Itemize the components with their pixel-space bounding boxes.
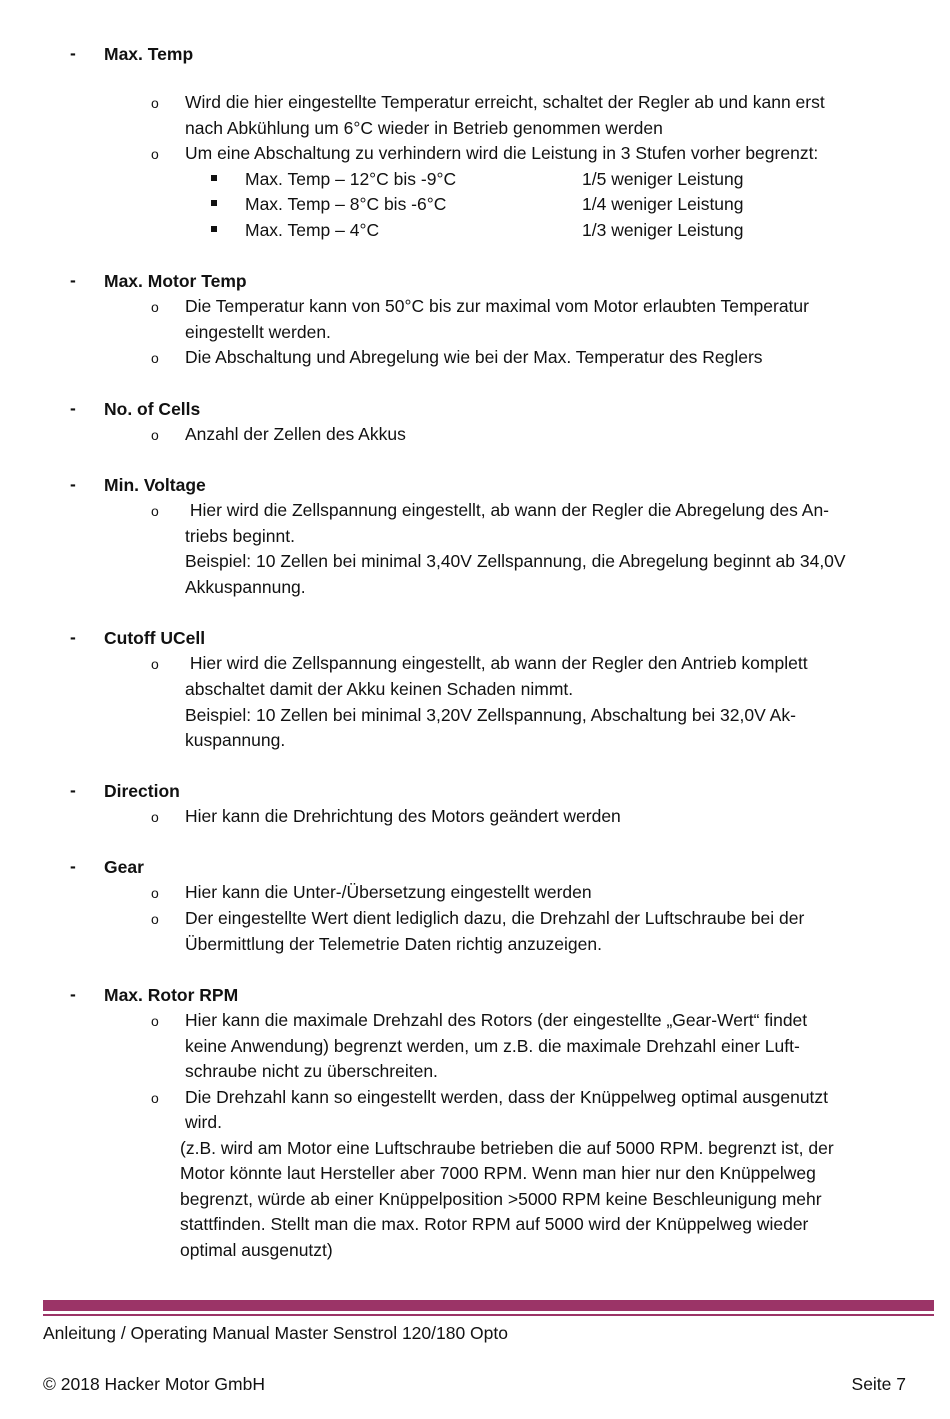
bullet-text: Hier kann die Unter-/Übersetzung eingestellt werden xyxy=(185,882,592,902)
note-text: stattfinden. Stellt man die max. Rotor RPM auf 5000 wird der Knüppelweg wieder xyxy=(180,1214,809,1234)
note-text: (z.B. wird am Motor eine Luftschraube betrieben die auf 5000 RPM. begrenzt ist, der xyxy=(180,1138,834,1158)
bullet-circle: o xyxy=(151,503,159,519)
footer-accent-bar xyxy=(43,1300,934,1311)
bullet-circle: o xyxy=(151,350,159,366)
bullet-circle: o xyxy=(151,656,159,672)
step-condition: Max. Temp – 4°C xyxy=(245,220,380,240)
bullet-text: nach Abkühlung um 6°C wieder in Betrieb genommen werden xyxy=(185,118,663,138)
bullet-text: Hier wird die Zellspannung eingestellt, ab wann der Regler den Antrieb komplett xyxy=(185,653,808,673)
bullet-text: triebs beginnt. xyxy=(185,526,295,546)
bullet-circle: o xyxy=(151,809,159,825)
bullet-text: Die Temperatur kann von 50°C bis zur maximal vom Motor erlaubten Temperatur xyxy=(185,296,809,316)
section-dash: - xyxy=(70,270,76,290)
bullet-text: Übermittlung der Telemetrie Daten richtig anzuzeigen. xyxy=(185,934,602,954)
bullet-text: Beispiel: 10 Zellen bei minimal 3,20V Zellspannung, Abschaltung bei 32,0V Ak- xyxy=(185,705,796,725)
bullet-circle: o xyxy=(151,299,159,315)
bullet-circle: o xyxy=(151,95,159,111)
step-effect: 1/3 weniger Leistung xyxy=(582,220,744,240)
note-text: optimal ausgenutzt) xyxy=(180,1240,333,1260)
footer-accent-line xyxy=(43,1314,934,1316)
section-dash: - xyxy=(70,780,76,800)
bullet-circle: o xyxy=(151,1090,159,1106)
bullet-text: Die Abschaltung und Abregelung wie bei der Max. Temperatur des Reglers xyxy=(185,347,763,367)
section-dash: - xyxy=(70,474,76,494)
footer-manual-title: Anleitung / Operating Manual Master Senstrol 120/180 Opto xyxy=(43,1323,508,1343)
section-heading-no-of-cells: No. of Cells xyxy=(104,399,201,419)
step-effect: 1/4 weniger Leistung xyxy=(582,194,744,214)
section-heading-direction: Direction xyxy=(104,781,180,801)
bullet-text: schraube nicht zu überschreiten. xyxy=(185,1061,438,1081)
bullet-text: abschaltet damit der Akku keinen Schaden nimmt. xyxy=(185,679,574,699)
section-dash: - xyxy=(70,398,76,418)
square-bullet xyxy=(211,226,217,232)
step-condition: Max. Temp – 12°C bis -9°C xyxy=(245,169,457,189)
bullet-circle: o xyxy=(151,146,159,162)
bullet-text: Wird die hier eingestellte Temperatur erreicht, schaltet der Regler ab und kann erst xyxy=(185,92,825,112)
bullet-text: keine Anwendung) begrenzt werden, um z.B. die maximale Drehzahl einer Luft- xyxy=(185,1036,800,1056)
bullet-text: Beispiel: 10 Zellen bei minimal 3,40V Zellspannung, die Abregelung beginnt ab 34,0V xyxy=(185,551,846,571)
step-condition: Max. Temp – 8°C bis -6°C xyxy=(245,194,447,214)
step-effect: 1/5 weniger Leistung xyxy=(582,169,744,189)
section-heading-cutoff-ucell: Cutoff UCell xyxy=(104,628,206,648)
bullet-text: Hier kann die maximale Drehzahl des Rotors (der eingestellte „Gear-Wert“ findet xyxy=(185,1010,808,1030)
section-heading-max-rotor-rpm: Max. Rotor RPM xyxy=(104,985,239,1005)
bullet-text: Um eine Abschaltung zu verhindern wird die Leistung in 3 Stufen vorher begrenzt: xyxy=(185,143,819,163)
section-dash: - xyxy=(70,856,76,876)
bullet-circle: o xyxy=(151,1013,159,1029)
square-bullet xyxy=(211,175,217,181)
section-heading-max-temp: Max. Temp xyxy=(104,44,194,64)
square-bullet xyxy=(211,200,217,206)
bullet-text: wird. xyxy=(185,1112,222,1132)
bullet-text: Hier kann die Drehrichtung des Motors geändert werden xyxy=(185,806,621,826)
section-dash: - xyxy=(70,984,76,1004)
section-heading-max-motor-temp: Max. Motor Temp xyxy=(104,271,247,291)
bullet-circle: o xyxy=(151,911,159,927)
section-heading-gear: Gear xyxy=(104,857,144,877)
bullet-circle: o xyxy=(151,885,159,901)
bullet-text: Die Drehzahl kann so eingestellt werden, dass der Knüppelweg optimal ausgenutzt xyxy=(185,1087,829,1107)
section-heading-min-voltage: Min. Voltage xyxy=(104,475,206,495)
note-text: Motor könnte laut Hersteller aber 7000 RPM. Wenn man hier nur den Knüppelweg xyxy=(180,1163,816,1183)
bullet-text: kuspannung. xyxy=(185,730,286,750)
footer-page-number: Seite 7 xyxy=(851,1374,906,1394)
note-text: begrenzt, würde ab einer Knüppelposition >5000 RPM keine Beschleunigung mehr xyxy=(180,1189,822,1209)
section-dash: - xyxy=(70,627,76,647)
footer-copyright: © 2018 Hacker Motor GmbH xyxy=(43,1374,265,1394)
bullet-circle: o xyxy=(151,427,159,443)
bullet-text: Anzahl der Zellen des Akkus xyxy=(185,424,406,444)
bullet-text: Hier wird die Zellspannung eingestellt, ab wann der Regler die Abregelung des An- xyxy=(185,500,830,520)
bullet-text: eingestellt werden. xyxy=(185,322,331,342)
section-dash: - xyxy=(70,43,76,63)
bullet-text: Der eingestellte Wert dient lediglich dazu, die Drehzahl der Luftschraube bei der xyxy=(185,908,805,928)
bullet-text: Akkuspannung. xyxy=(185,577,306,597)
